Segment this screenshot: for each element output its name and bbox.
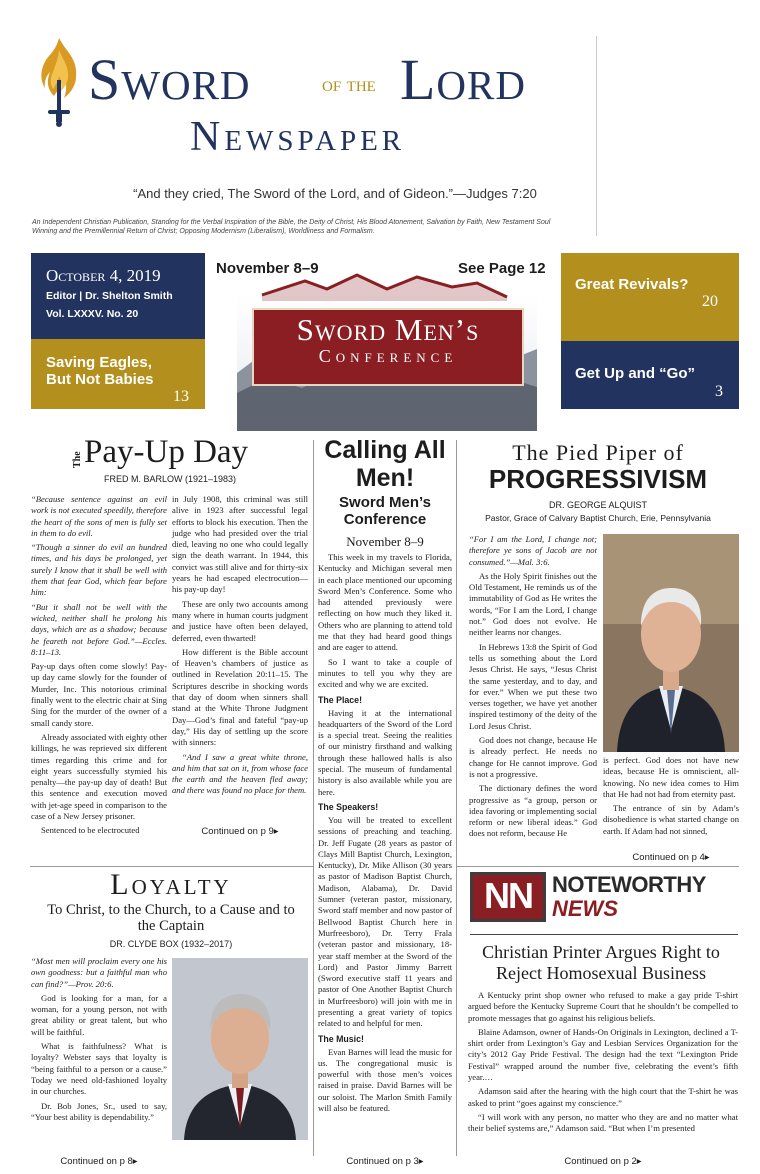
- teaser-getup-page: 3: [715, 383, 723, 400]
- loyalty-column: [31, 956, 167, 1152]
- row-rule-left: [30, 866, 313, 867]
- piper-position: Pastor, Grace of Calvary Baptist Church, Erie, Pennsylvania: [485, 513, 711, 523]
- masthead-sword-word: Sword: [88, 47, 251, 112]
- issue-volume: Vol. LXXXV. No. 20: [46, 308, 139, 320]
- loyalty-photo-spacer: [172, 1142, 308, 1152]
- calling-intro-p1: This week in my travels to Florida, Kentucky and Michigan several men in each place mentioned our upcoming Sword Men’s Conference. Some who had attended previously were reflecting on how much they liked it. Others who are planning to attend told me that they had heard good things and are eager to attend.: [318, 552, 452, 653]
- teaser-revivals-title: Great Revivals?: [575, 276, 689, 293]
- calling-subtitle: Sword Men’s Conference: [339, 494, 431, 528]
- payup-column-1: [31, 494, 168, 836]
- payup-p10: “And I saw a great white throne, and him that sat on it, from whose face the earth and the heaven fled away; and there was found no place for them.: [172, 751, 308, 796]
- loyalty-title: Loyalty: [110, 868, 232, 901]
- row-rule-right: [456, 866, 739, 867]
- piper-p5: The dictionary defines the word progressive as “a group, person or idea favoring or implementing social reform or new liberal ideas.” God does not reform, because He: [469, 783, 597, 839]
- payup-byline: FRED M. BARLOW (1921–1983): [103, 474, 237, 484]
- loyalty-p3: What is faithfulness? What is loyalty? Webster says that loyalty is “being faithful to a person or a cause.” Today we need old-fashioned loyalty in our churches.: [31, 1041, 167, 1097]
- payup-p3: “But it shall not be well with the wicked, neither shall he prolong his days, which are as a shadow; because he feareth not before God.”—Eccles. 8:11–13.: [31, 601, 167, 657]
- issue-editor: Editor | Dr. Shelton Smith: [46, 290, 173, 302]
- teaser-revivals-page: 20: [702, 293, 718, 310]
- piper-p4: God does not change, because He is already perfect. He needs no change for He cannot improve. God is not a progressive.: [469, 735, 597, 779]
- masthead-quote: “And they cried, The Sword of the Lord, and of Gideon.”—Judges 7:20: [133, 186, 537, 201]
- banner-title-line1: Sword Men’s: [296, 312, 480, 347]
- calling-place-head: The Place!: [318, 694, 363, 705]
- noteworthy-header-rule: [470, 934, 738, 935]
- noteworthy-continued-link[interactable]: Continued on p 2▸: [564, 1156, 642, 1167]
- flame-sword-logo-icon: [36, 36, 82, 128]
- payup-p8: These are only two accounts among many where in human courts judgment and justice have often been delayed, deferred, even thwarted!: [172, 598, 308, 643]
- banner-title-line2: Conference: [318, 346, 458, 366]
- piper-continued-link[interactable]: Continued on p 4▸: [632, 852, 710, 863]
- calling-music-head: The Music!: [318, 1033, 364, 1044]
- banner-dates: November 8–9: [216, 260, 319, 277]
- calling-place-text: Having it at the international headquarters of the Sword of the Lord is a special treat. Seeing the realities of our ministry firsthand and walking through these hallowed halls is also special. The museum of fundamental history is also available while you are here.: [318, 707, 452, 797]
- masthead-lord-word: Lord: [400, 47, 526, 112]
- calling-continued-link[interactable]: Continued on p 3▸: [346, 1156, 424, 1167]
- piper-p7: The entrance of sin by Adam’s disobedience is what started change on earth. If Adam had not sinned,: [603, 803, 739, 836]
- piper-column-1: [469, 534, 597, 844]
- calling-music-text: Evan Barnes will lead the music for us. The congregational music is powerful with those men’s voices raised in praise. David Barnes will be our soloist. The Marlon Smith Family will also be featured.: [318, 1046, 452, 1114]
- noteworthy-p2: Blaine Adamson, owner of Hands-On Originals in Lexington, declined a T-shirt order from Lexington’s Gay and Lesbian Services Organization for the city’s 2012 Gay Pride Festival. The design had the text “Lexington Pride Festival” wrapped around the number five, celebrating the event’s fifth year.…: [468, 1026, 738, 1083]
- piper-author: DR. GEORGE ALQUIST: [548, 500, 648, 510]
- calling-dates: November 8–9: [346, 534, 424, 549]
- column-rule-1: [313, 440, 314, 1156]
- piper-title-line1: The Pied Piper of: [512, 440, 684, 465]
- payup-p9: How different is the Bible account of Heaven’s chambers of justice as outlined in Revelation 20:11–15. The Scriptures describe in shocking words that day of doom when sinners shall stand at the White Throne Judgment Day—God’s final and fateful “pay-up day,” His day of settling up the score with sinners:: [172, 646, 308, 748]
- loyalty-p4: Dr. Bob Jones, Sr., used to say, “Your best ability is dependability.”: [31, 1100, 167, 1122]
- payup-continued-link[interactable]: Continued on p 9▸: [201, 826, 279, 837]
- calling-title: Calling All Men!: [324, 436, 446, 492]
- piper-title-line2: PROGRESSIVISM: [488, 464, 708, 494]
- teaser-getup-title: Get Up and “Go”: [575, 365, 695, 382]
- calling-speakers-text: You will be treated to excellent sessions of preaching and teaching. Dr. Jeff Fugate (28 years as pastor of Clays Mill Baptist Church, Lexington, Kentucky), Dr. Mike Allison (30 years as pastor of Madison Baptist Church, Madison, Alabama), Dr. David Sumner (veteran pastor, missionary, Sword staff member and now pastor of Bellwood Baptist Church here in Murfreesboro), Dr. Terry Frala (veteran pastor and missionary, 18-year staff member at the Sword of the Lord) and Pastor Jimmy Barrett (Sword executive staff 11 years and pastor of One Another Baptist Church in Murfreesboro) will join with me in presenting a great variety of topics related to and helpful for men.: [318, 814, 452, 1029]
- issue-date: October 4, 2019: [46, 266, 161, 285]
- noteworthy-p4: “I will work with any person, no matter who they are and no matter what their belief systems are,” Adamson said. “But when I’m presented: [468, 1111, 738, 1134]
- payup-column-2: [172, 494, 308, 824]
- calling-speakers-head: The Speakers!: [318, 801, 379, 812]
- loyalty-p1: “Most men will proclaim every one his own goodness: but a faithful man who can find?”—Prov. 20:6.: [31, 956, 167, 989]
- piper-p6: is perfect. God does not have new ideas, because He is omniscient, all-knowing. No new idea comes to Him that He had not had from eternity past.: [603, 755, 739, 799]
- calling-column: [318, 552, 452, 1152]
- masthead-mission: An Independent Christian Publication, Standing for the Verbal Inspiration of the Bible, the Deity of Christ, His Blood Atonement, Salvation by Faith, New Testament Soul Winning and the Premillennial Return of Christ; Opposing Modernism (Liberalism), Worldliness and Formalism.: [32, 219, 551, 235]
- masthead-divider: [596, 36, 597, 236]
- payup-p4: Pay-up days often come slowly! Pay-up day came slowly for the founder of Murder, Inc. This notorious criminal finally went to the electric chair at Sing Sing for the murder of the owner of a small candy store.: [31, 661, 167, 728]
- piper-p1: “For I am the Lord, I change not; therefore ye sons of Jacob are not consumed.”—Mal. 3:6.: [469, 534, 597, 567]
- loyalty-byline: DR. CLYDE BOX (1932–2017): [109, 939, 233, 949]
- masthead-ofthe-word: of the: [322, 71, 376, 96]
- noteworthy-word1: NOTEWORTHY: [552, 872, 706, 897]
- payup-p1: “Because sentence against an evil work is not executed speedily, therefore the heart of the sons of men is fully set in them to do evil.: [31, 494, 167, 538]
- teaser-eagles-title: Saving Eagles, But Not Babies: [46, 354, 154, 388]
- noteworthy-headline: Christian Printer Argues Right to Reject Homosexual Business: [482, 942, 720, 983]
- payup-p6: Sentenced to be electrocuted: [41, 825, 140, 836]
- masthead-newspaper-word: Newspaper: [190, 114, 406, 160]
- calling-intro-p2: So I want to take a couple of minutes to tell you why they are excited and why we are excited.: [318, 656, 452, 690]
- piper-p2: As the Holy Spirit finishes out the Old Testament, He reminds us of the immutability of God as He writes the words, “For I am the Lord, I change not.” God does not evolve. He neither learns nor changes.: [469, 570, 597, 638]
- piper-column-2: [603, 755, 739, 847]
- banner-see-page: See Page 12: [458, 260, 546, 277]
- payup-p2: “Though a sinner do evil an hundred times, and his days be prolonged, yet surely I know that it shall be well with them that fear God, which fear before him:: [31, 542, 167, 598]
- piper-p3: In Hebrews 13:8 the Spirit of God tells us something about the Lord Jesus Christ. He says, “Jesus Christ the same yesterday, and to day, and for ever.” When we put these two verses together, we have yet another inspired testimony of the deity of the Lord Jesus Christ.: [469, 641, 597, 731]
- payup-p7: in July 1908, this criminal was still alive in 1923 after successful legal efforts to block his execution. Then the judge who had presided over the trial died, leaving no one who could legally sign the death warrant. In 1944, this convict was still alive and for thirty-six years he had escaped electrocution—his pay-up day!: [172, 494, 308, 595]
- teaser-eagles-page: 13: [173, 388, 189, 405]
- payup-title: Pay-Up Day: [84, 434, 249, 470]
- noteworthy-p3: Adamson said after the hearing with the high court that the T-shirt he was asked to print “goes against my conscience.”: [468, 1086, 738, 1108]
- noteworthy-column: [468, 990, 738, 1152]
- alquist-portrait-photo: [603, 534, 739, 752]
- payup-the: The: [72, 451, 83, 468]
- loyalty-subtitle: To Christ, to the Church, to a Cause and to the Captain: [47, 902, 295, 934]
- payup-p5: Already associated with eighty other killings, he was reprieved six different times regarding this crime and for eight years successfully stymied his penalty—the pay-up day of death! But this sentence and execution moved with jet-age speed in comparison to the case of a New Jersey prisoner.: [31, 731, 168, 822]
- noteworthy-logo-letters: NN: [484, 875, 532, 916]
- column-rule-2: [456, 440, 457, 1156]
- loyalty-p2: God is looking for a man, for a woman, for a young person, not with great ability or great talent, but who will be faithful.: [31, 992, 167, 1037]
- loyalty-continued-link[interactable]: Continued on p 8▸: [60, 1156, 138, 1167]
- noteworthy-word2: NEWS: [552, 896, 618, 921]
- noteworthy-p1: A Kentucky print shop owner who refused to make a gay pride T-shirt argued before the Kentucky Supreme Court that he shouldn’t be compelled to promote messages that go against his religious beliefs.: [468, 990, 738, 1023]
- box-portrait-photo: [172, 958, 308, 1140]
